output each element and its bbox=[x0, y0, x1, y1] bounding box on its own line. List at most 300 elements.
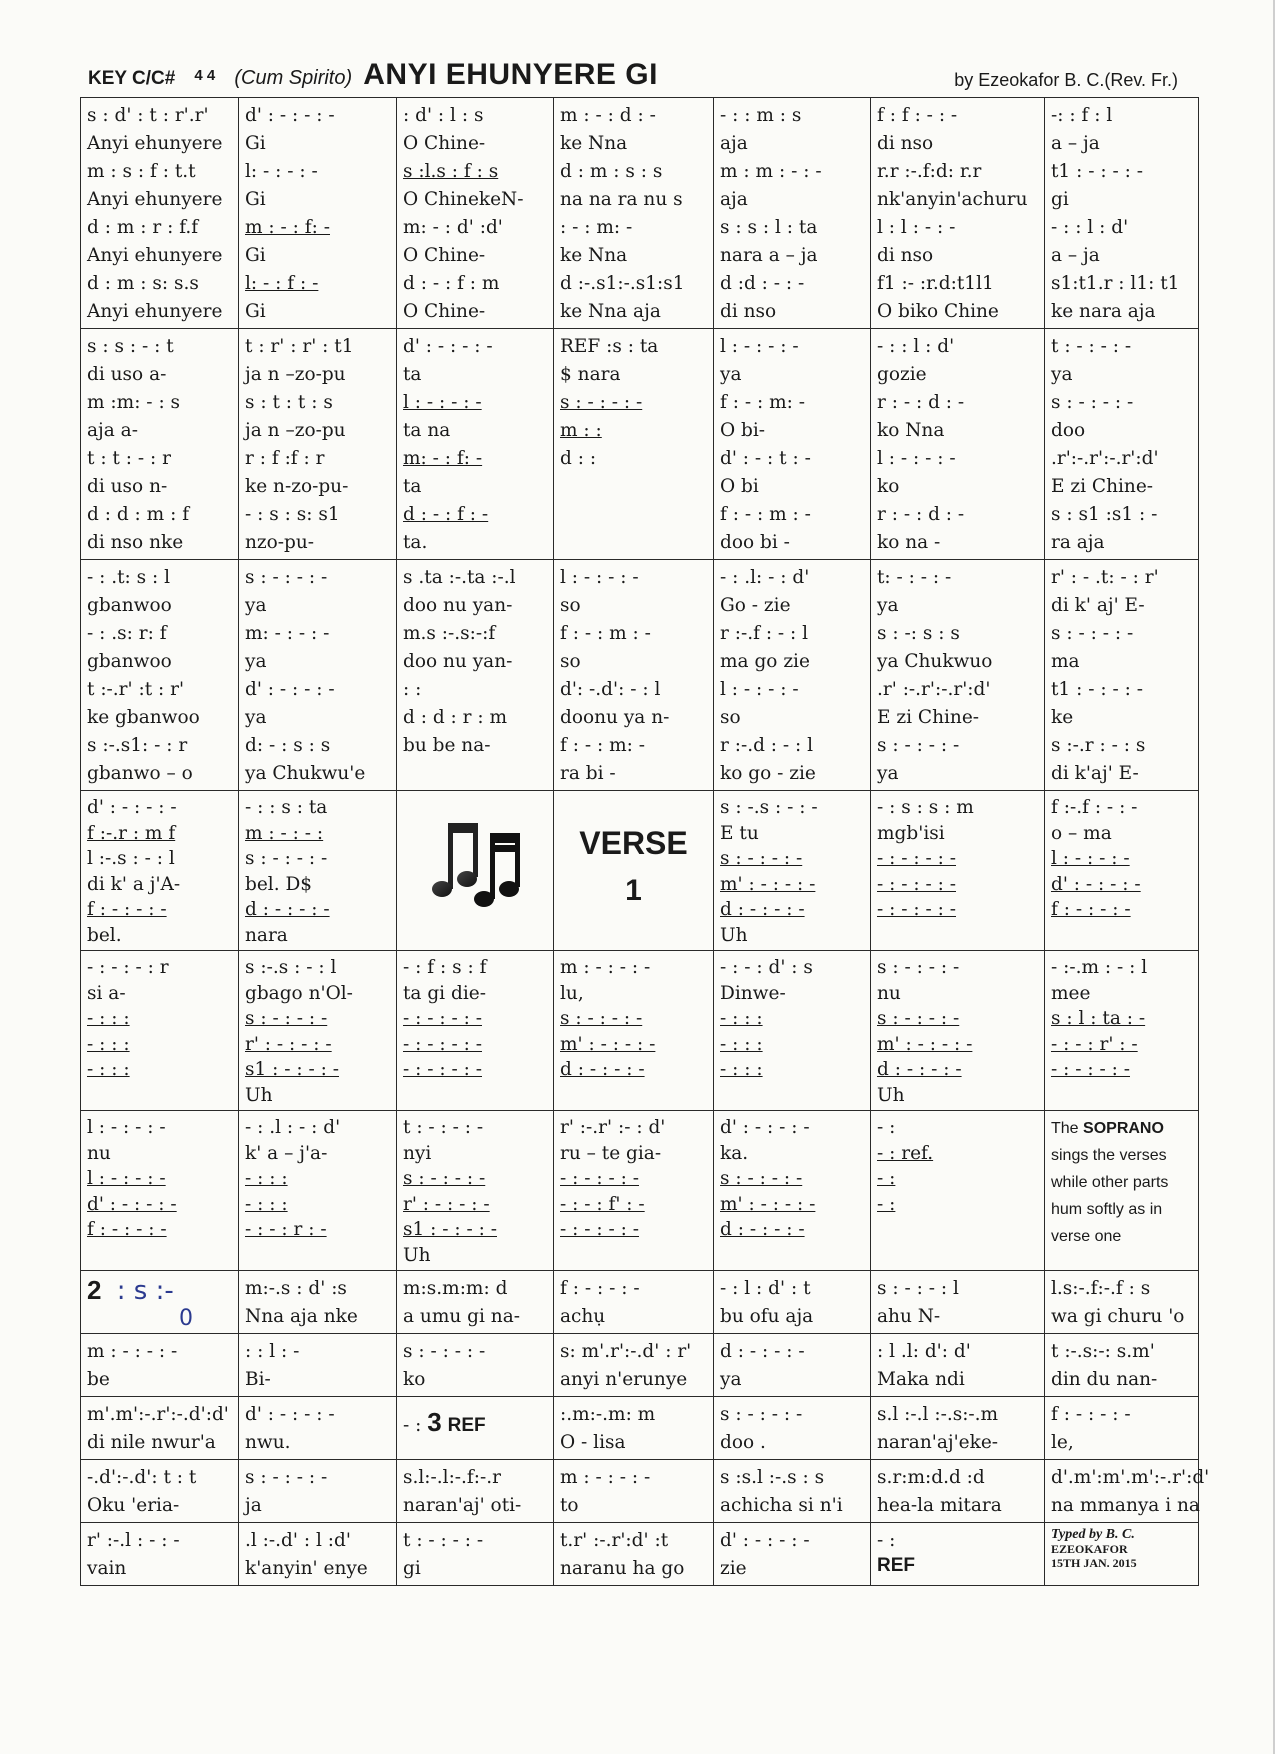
cell-line: E tu bbox=[720, 822, 759, 844]
cell-line: d :d : - : - bbox=[720, 273, 805, 294]
music-cell bbox=[714, 1460, 871, 1523]
cell-line: s : - : - : - bbox=[560, 392, 643, 413]
cell-line: m' : - : - : - bbox=[877, 1033, 973, 1055]
cell-line: r' :-.r' :- : d' bbox=[560, 1117, 666, 1138]
cell-line: s : -.s : - : - bbox=[720, 797, 818, 818]
music-cell bbox=[714, 1271, 871, 1334]
cell-line: t :-.s:-: s.m' bbox=[1051, 1341, 1155, 1362]
cell-line: : l .l: d': d' bbox=[877, 1341, 971, 1362]
cell-line: d': -.d': - : l bbox=[560, 679, 661, 700]
typed-date: 15TH JAN. 2015 bbox=[1051, 1556, 1137, 1570]
cell-line: ko go - zie bbox=[720, 763, 816, 784]
cell-line: f : f : - : - bbox=[877, 105, 958, 126]
cell-line: gbago n'Ol- bbox=[245, 982, 353, 1004]
cell-line: m : - : - : - bbox=[560, 1467, 651, 1488]
cell-line: a – ja bbox=[1051, 133, 1100, 154]
cell-line: t : - : - : - bbox=[403, 1117, 484, 1138]
music-cell bbox=[1045, 951, 1199, 1111]
cell-line: aja bbox=[720, 189, 748, 210]
cell-line: O bi bbox=[720, 476, 759, 497]
cell-line: O Chine- bbox=[403, 301, 486, 322]
cell-line: - : : : bbox=[87, 1059, 130, 1080]
cell-line: s : - : - : - bbox=[720, 1404, 803, 1425]
cell-line: - : : : bbox=[720, 1059, 763, 1080]
cell-line: Maka ndi bbox=[877, 1369, 965, 1390]
music-cell bbox=[554, 1111, 714, 1271]
music-cell bbox=[239, 791, 397, 951]
cell-line: - :-.m : - : l bbox=[1051, 957, 1148, 978]
note-line: while other parts bbox=[1051, 1174, 1169, 1191]
cell-line: nk'anyin'achuru bbox=[877, 189, 1028, 210]
cell-line: di uso a- bbox=[87, 364, 167, 385]
cell-line: ke nara aja bbox=[1051, 301, 1156, 322]
cell-line: - : - : f' : - bbox=[560, 1193, 645, 1215]
music-cell bbox=[239, 1271, 397, 1334]
cell-line: ya bbox=[245, 595, 267, 616]
cell-line: d : - : - : - bbox=[720, 1219, 805, 1240]
cell-line: so bbox=[720, 707, 741, 728]
cell-line: - : : : bbox=[245, 1193, 288, 1215]
cell-line: si a- bbox=[87, 982, 126, 1004]
cell-line: E zi Chine- bbox=[877, 707, 980, 728]
cell-line: din du nan- bbox=[1051, 1369, 1158, 1390]
music-cell bbox=[871, 98, 1045, 329]
cell-line: - : f : s : f bbox=[403, 957, 487, 978]
cell-line: - : bbox=[877, 1168, 896, 1189]
cell-line: s :-.s : - : l bbox=[245, 957, 337, 978]
cell-line: Uh bbox=[245, 1084, 273, 1106]
music-cell bbox=[397, 1111, 554, 1271]
cell-line: mgb'isi bbox=[877, 822, 945, 844]
music-cell bbox=[239, 1111, 397, 1271]
cell-line: nwu. bbox=[245, 1432, 291, 1453]
music-cell bbox=[554, 1397, 714, 1460]
verse2-row bbox=[81, 1334, 1199, 1397]
cell-line: d : - : - : - bbox=[877, 1059, 962, 1080]
cell-line: s : - : - : - bbox=[245, 1008, 328, 1029]
cell-line: l : - : - : - bbox=[720, 336, 799, 357]
music-cell bbox=[1045, 329, 1199, 560]
cell-line: - : bbox=[877, 1117, 896, 1138]
cell-line: di nso bbox=[877, 133, 934, 154]
cell-line: gbanwo – o bbox=[87, 763, 193, 784]
table-row bbox=[81, 98, 1199, 329]
cell-line: achụ bbox=[560, 1306, 606, 1327]
cell-line: s : - : - : - bbox=[245, 567, 328, 588]
cell-line: ta bbox=[403, 364, 422, 385]
cell-line: - : - : - : - bbox=[403, 1008, 482, 1029]
cell-line: nara bbox=[245, 924, 288, 946]
cell-line: ka. bbox=[720, 1142, 749, 1164]
cell-line: - : - : - : - bbox=[877, 899, 956, 920]
cell-line: f : - : - : - bbox=[560, 1278, 640, 1299]
cell-line: O - lisa bbox=[560, 1432, 626, 1453]
cell-line: f : - : m : - bbox=[720, 504, 811, 525]
cell-line: r : f :f : r bbox=[245, 448, 325, 469]
cell-line: ya bbox=[720, 1369, 742, 1390]
cell-line: r : - : d : - bbox=[877, 504, 965, 525]
cell-line: - : : : bbox=[720, 1033, 763, 1055]
cell-line: di nso nke bbox=[87, 532, 184, 553]
verse2-row bbox=[81, 1460, 1199, 1523]
cell-line: r' :-.l : - : - bbox=[87, 1530, 180, 1551]
cell-line: l : - : - : - bbox=[87, 1168, 166, 1189]
table-row bbox=[81, 329, 1199, 560]
cell-line: : : bbox=[403, 679, 422, 700]
cell-line: zie bbox=[720, 1558, 747, 1579]
cell-line: ta. bbox=[403, 532, 428, 553]
cell-line: to bbox=[560, 1495, 579, 1516]
cell-line: ya Chukwu'e bbox=[245, 763, 366, 784]
cell-line: ya bbox=[877, 763, 899, 784]
cell-line: d : m : r : f.f bbox=[87, 217, 199, 238]
cell-line: : d' : l : s bbox=[403, 105, 484, 126]
cell-line: l : - : - : - bbox=[403, 392, 482, 413]
cell-line: s : - : - : - bbox=[245, 1467, 328, 1488]
cell-line: f : - : m : - bbox=[560, 623, 651, 644]
cell-line: d : - : - : - bbox=[245, 899, 330, 920]
cell-line: l : - : - : - bbox=[87, 1117, 166, 1138]
cell-line: t1 : - : - : - bbox=[1051, 679, 1143, 700]
cell-line: d : - : - : - bbox=[720, 1341, 805, 1362]
cell-line: ko Nna bbox=[877, 420, 945, 441]
music-cell bbox=[714, 329, 871, 560]
verse2-row bbox=[81, 1523, 1199, 1586]
cell-line: t1 : - : - : - bbox=[1051, 161, 1143, 182]
cell-line: Anyi ehunyere bbox=[87, 245, 223, 266]
ref-marker bbox=[397, 1397, 554, 1460]
cell-line: di nso bbox=[877, 245, 934, 266]
cell-line: ya bbox=[1051, 364, 1073, 385]
note-line: sings the verses bbox=[1051, 1147, 1167, 1164]
cell-line: na mmanya i na bbox=[1051, 1495, 1200, 1516]
cell-line: ko bbox=[877, 476, 900, 497]
cell-line: nu bbox=[877, 982, 901, 1004]
cell-line: - : - : - : - bbox=[560, 1168, 639, 1189]
cell-line: ke Nna aja bbox=[560, 301, 661, 322]
cell-line: l : l : - : - bbox=[877, 217, 956, 238]
cell-line: - : : : bbox=[245, 1168, 288, 1189]
cell-line: Nna aja nke bbox=[245, 1306, 358, 1327]
cell-line: naran'aj' oti- bbox=[403, 1495, 522, 1516]
cell-line: ahu N- bbox=[877, 1306, 941, 1327]
cell-line: s : - : - : - bbox=[720, 848, 803, 869]
note-line: hum softly as in bbox=[1051, 1201, 1163, 1218]
cell-line: s : - : - : - bbox=[245, 848, 328, 869]
cell-line: d' : - : - : - bbox=[720, 1530, 810, 1551]
cell-line: m' : - : - : - bbox=[720, 1193, 816, 1215]
cell-line: $ nara bbox=[560, 364, 621, 385]
cell-line: s : -: s : s bbox=[877, 623, 960, 644]
cell-line: l :-.s : - : l bbox=[87, 848, 175, 869]
cell-line: f :-.f : - : - bbox=[1051, 797, 1138, 818]
music-cell bbox=[1045, 791, 1199, 951]
music-cell bbox=[81, 560, 239, 791]
music-cell bbox=[1045, 1334, 1199, 1397]
typed-by: Typed by B. C. bbox=[1051, 1527, 1135, 1542]
cell-line: Bi- bbox=[245, 1369, 271, 1390]
cell-line: s.r:m:d.d :d bbox=[877, 1467, 985, 1488]
cell-line: s : s : l : ta bbox=[720, 217, 818, 238]
cell-line: - : - : d' : s bbox=[720, 957, 813, 978]
music-cell bbox=[239, 1334, 397, 1397]
cell-line: doonu ya n- bbox=[560, 707, 670, 728]
cell-line: t: - : - : - bbox=[877, 567, 952, 588]
cell-line: - : .s: r: f bbox=[87, 623, 167, 644]
cell-line: naran'aj'eke- bbox=[877, 1432, 999, 1453]
music-cell bbox=[81, 1334, 239, 1397]
music-cell bbox=[554, 329, 714, 560]
cell-line: t.r' :-.r':d' :t bbox=[560, 1530, 669, 1551]
tempo-marking: (Cum Spirito) bbox=[234, 67, 353, 89]
cell-line: Gi bbox=[245, 133, 266, 154]
cell-line: - : .l: - : d' bbox=[720, 567, 810, 588]
cell-line: ke gbanwoo bbox=[87, 707, 200, 728]
cell-line: d : d : m : f bbox=[87, 504, 190, 525]
cell-line: O ChinekeN- bbox=[403, 189, 524, 210]
music-cell bbox=[554, 1460, 714, 1523]
cell-line: Dinwe- bbox=[720, 982, 786, 1004]
cell-line: vain bbox=[87, 1558, 127, 1579]
cell-line: s : - : - : - bbox=[720, 1168, 803, 1189]
cell-line: ja n –zo-pu bbox=[245, 420, 346, 441]
music-cell bbox=[239, 98, 397, 329]
soprano-note bbox=[1045, 1111, 1199, 1271]
cell-line: ya bbox=[245, 651, 267, 672]
cell-line: d'.m':m'.m':-.r':d' bbox=[1051, 1467, 1210, 1488]
music-cell bbox=[871, 951, 1045, 1111]
music-cell bbox=[871, 1397, 1045, 1460]
cell-line: - : - : - : - bbox=[403, 1033, 482, 1055]
cell-line: m: - : d' :d' bbox=[403, 217, 503, 238]
cell-line: gbanwoo bbox=[87, 595, 172, 616]
cell-line: O Chine- bbox=[403, 133, 486, 154]
cell-line: so bbox=[560, 595, 581, 616]
ref-label: REF bbox=[877, 1555, 915, 1576]
cell-line: m : - : - : - bbox=[560, 957, 651, 978]
cell-line: aja a- bbox=[87, 420, 138, 441]
cell-line: m :m: - : s bbox=[87, 392, 181, 413]
cell-line: Gi bbox=[245, 301, 266, 322]
cell-line: aja bbox=[720, 133, 748, 154]
cell-line: s : - : - : - bbox=[1051, 623, 1134, 644]
music-cell bbox=[871, 1111, 1045, 1271]
cell-line: di nso bbox=[720, 301, 777, 322]
cell-line: m:-.s : d' :s bbox=[245, 1278, 347, 1299]
music-cell bbox=[81, 1523, 239, 1586]
cell-line: d' : - : - : - bbox=[245, 679, 335, 700]
music-cell bbox=[871, 1271, 1045, 1334]
music-cell bbox=[397, 329, 554, 560]
cell-line: ko bbox=[403, 1369, 426, 1390]
cell-line: r.r :-.f:d: r.r bbox=[877, 161, 982, 182]
cell-line: d' : - : t : - bbox=[720, 448, 811, 469]
music-cell bbox=[871, 560, 1045, 791]
cell-line: d : - : f : - bbox=[403, 504, 489, 525]
cell-line: ya bbox=[720, 364, 742, 385]
cell-line: f : - : - : - bbox=[1051, 1404, 1131, 1425]
cell-line: Uh bbox=[403, 1244, 431, 1266]
music-cell bbox=[554, 1271, 714, 1334]
cell-line: : - : m: - bbox=[560, 217, 633, 238]
cell-line: na na ra nu s bbox=[560, 189, 683, 210]
music-cell bbox=[554, 1523, 714, 1586]
cell-line: d : d : r : m bbox=[403, 707, 508, 728]
music-cell bbox=[554, 560, 714, 791]
cell-line: bel. bbox=[87, 924, 122, 946]
music-cell bbox=[714, 1523, 871, 1586]
cell-line: O Chine- bbox=[403, 245, 486, 266]
cell-line: ya bbox=[245, 707, 267, 728]
cell-line: - : - : - : - bbox=[1051, 1059, 1130, 1080]
verse-number: 2 bbox=[87, 1275, 102, 1305]
cell-line: r : - : d : - bbox=[877, 392, 965, 413]
music-cell bbox=[871, 1460, 1045, 1523]
music-cell bbox=[81, 1460, 239, 1523]
cell-line: s : - : - : l bbox=[877, 1278, 959, 1299]
cell-line: Oku 'eria- bbox=[87, 1495, 180, 1516]
cell-line: m : s : f : t.t bbox=[87, 161, 196, 182]
cell-line: d : - : f : m bbox=[403, 273, 500, 294]
music-cell bbox=[714, 951, 871, 1111]
cell-line: t : - : - : - bbox=[403, 1530, 484, 1551]
table-row bbox=[81, 791, 1199, 951]
cell-line: O bi- bbox=[720, 420, 766, 441]
cell-line: - : : : bbox=[720, 1008, 763, 1029]
music-cell bbox=[1045, 1460, 1210, 1523]
cell-line: s1 : - : - : - bbox=[403, 1219, 497, 1240]
music-cell bbox=[397, 1271, 554, 1334]
ref-end-cell bbox=[871, 1523, 1045, 1586]
cell-line: Uh bbox=[720, 924, 748, 946]
cell-line: ta bbox=[403, 476, 422, 497]
cell-line: d : - : - : - bbox=[560, 1059, 645, 1080]
cell-line: s : - : - : - bbox=[403, 1341, 486, 1362]
cell-line: o – ma bbox=[1051, 822, 1112, 844]
cell-line: - : : l : d' bbox=[1051, 217, 1129, 238]
cell-line: t :-.r' :t : r' bbox=[87, 679, 185, 700]
cell-line: d' : - : - : - bbox=[245, 1404, 335, 1425]
cell-line: di uso n- bbox=[87, 476, 168, 497]
cell-line: .r':-.r':-.r':d' bbox=[1051, 448, 1159, 469]
note-line: verse one bbox=[1051, 1228, 1122, 1245]
music-cell bbox=[239, 1397, 397, 1460]
cell-line: r' : - .t: - : r' bbox=[1051, 567, 1159, 588]
cell-line: anyi n'erunye bbox=[560, 1369, 688, 1390]
cell-line: ke Nna bbox=[560, 133, 628, 154]
cell-line: E zi Chine- bbox=[1051, 476, 1154, 497]
cell-line: REF :s : ta bbox=[560, 336, 659, 357]
table-row bbox=[81, 1111, 1199, 1271]
cell-line: k' a – j'a- bbox=[245, 1142, 328, 1164]
cell-line: d' : - : - : - bbox=[720, 1117, 810, 1138]
cell-line: - : s : s : m bbox=[877, 797, 974, 818]
cell-line: d' : - : - : - bbox=[1051, 873, 1141, 895]
ref-number: 3 bbox=[427, 1407, 442, 1437]
cell-line: m: - : - : - bbox=[245, 623, 330, 644]
cell-line: -.d':-.d': t : t bbox=[87, 1467, 197, 1488]
music-cell bbox=[239, 1460, 397, 1523]
cell-line: l: - : f : - bbox=[245, 273, 319, 294]
music-notes-icon-cell bbox=[397, 791, 554, 951]
cell-line: - : - : - : - bbox=[877, 873, 956, 895]
cell-line: d' : - : - : - bbox=[403, 336, 493, 357]
cell-line: doo nu yan- bbox=[403, 595, 513, 616]
cell-line: s : - : - : - bbox=[877, 735, 960, 756]
cell-line: nyi bbox=[403, 1142, 432, 1164]
ref-prefix: - : bbox=[403, 1415, 422, 1436]
cell-line: ma bbox=[1051, 651, 1080, 672]
cell-line: - : l : d' : t bbox=[720, 1278, 811, 1299]
cell-line: r :-.d : - : l bbox=[720, 735, 814, 756]
cell-line: m.s :-.s:-:f bbox=[403, 623, 496, 644]
verse-label: VERSE bbox=[579, 825, 688, 861]
cell-line: m' : - : - : - bbox=[560, 1033, 656, 1055]
music-cell bbox=[397, 1334, 554, 1397]
cell-line: achicha si n'i bbox=[720, 1495, 843, 1516]
music-cell bbox=[397, 1523, 554, 1586]
cell-line: ke Nna bbox=[560, 245, 628, 266]
cell-line: Gi bbox=[245, 189, 266, 210]
cell-line: Anyi ehunyere bbox=[87, 133, 223, 154]
cell-line: ja n –zo-pu bbox=[245, 364, 346, 385]
cell-line: r' : - : - : - bbox=[403, 1193, 490, 1215]
typist-name: EZEOKAFOR bbox=[1051, 1542, 1128, 1556]
cell-line: gi bbox=[403, 1558, 421, 1579]
typed-by-cell bbox=[1045, 1523, 1199, 1586]
cell-line: - : - : r : - bbox=[245, 1219, 327, 1240]
cell-line: r' : - : - : - bbox=[245, 1033, 332, 1055]
handwritten-note: : s :- bbox=[116, 1276, 174, 1306]
cell-line: s :l.s : f : s bbox=[403, 161, 499, 182]
music-cell bbox=[397, 1460, 554, 1523]
cell-line: ta na bbox=[403, 420, 451, 441]
cell-line: m : : bbox=[560, 420, 602, 441]
cell-line: f : - : - : - bbox=[87, 899, 167, 920]
music-cell bbox=[554, 98, 714, 329]
cell-line: - : bbox=[877, 1193, 896, 1215]
cell-line: l : - : - : - bbox=[720, 679, 799, 700]
cell-line: d' : - : - : - bbox=[87, 797, 177, 818]
cell-line: ya bbox=[877, 595, 899, 616]
note-soprano: SOPRANO bbox=[1083, 1120, 1164, 1137]
music-cell bbox=[81, 329, 239, 560]
cell-line: s : - : - : - bbox=[1051, 392, 1134, 413]
music-cell bbox=[1045, 98, 1199, 329]
note-line: The bbox=[1051, 1120, 1079, 1137]
cell-line: s : t : t : s bbox=[245, 392, 333, 413]
cell-line: s1 : - : - : - bbox=[245, 1059, 339, 1080]
cell-line: f1 :- :r.d:t1l1 bbox=[877, 273, 994, 294]
cell-line: k'anyin' enye bbox=[245, 1558, 368, 1579]
music-cell bbox=[554, 951, 714, 1111]
music-cell bbox=[397, 560, 554, 791]
music-cell bbox=[714, 560, 871, 791]
cell-line: m: - : f: - bbox=[403, 448, 483, 469]
cell-line: - : - : - : - bbox=[560, 1219, 639, 1240]
cell-line: d: - : s : s bbox=[245, 735, 331, 756]
cell-line: s .ta :-.ta :-.l bbox=[403, 567, 516, 588]
cell-line: - : - : - : - bbox=[403, 1059, 482, 1080]
cell-line: di nile nwur'a bbox=[87, 1432, 216, 1453]
cell-line: ke n-zo-pu- bbox=[245, 476, 349, 497]
cell-line: f : - : m: - bbox=[560, 735, 645, 756]
author: by Ezeokafor B. C.(Rev. Fr.) bbox=[954, 70, 1178, 90]
cell-line: ra aja bbox=[1051, 532, 1105, 553]
music-cell bbox=[714, 1397, 871, 1460]
cell-line: be bbox=[87, 1369, 110, 1390]
cell-line: gozie bbox=[877, 364, 927, 385]
